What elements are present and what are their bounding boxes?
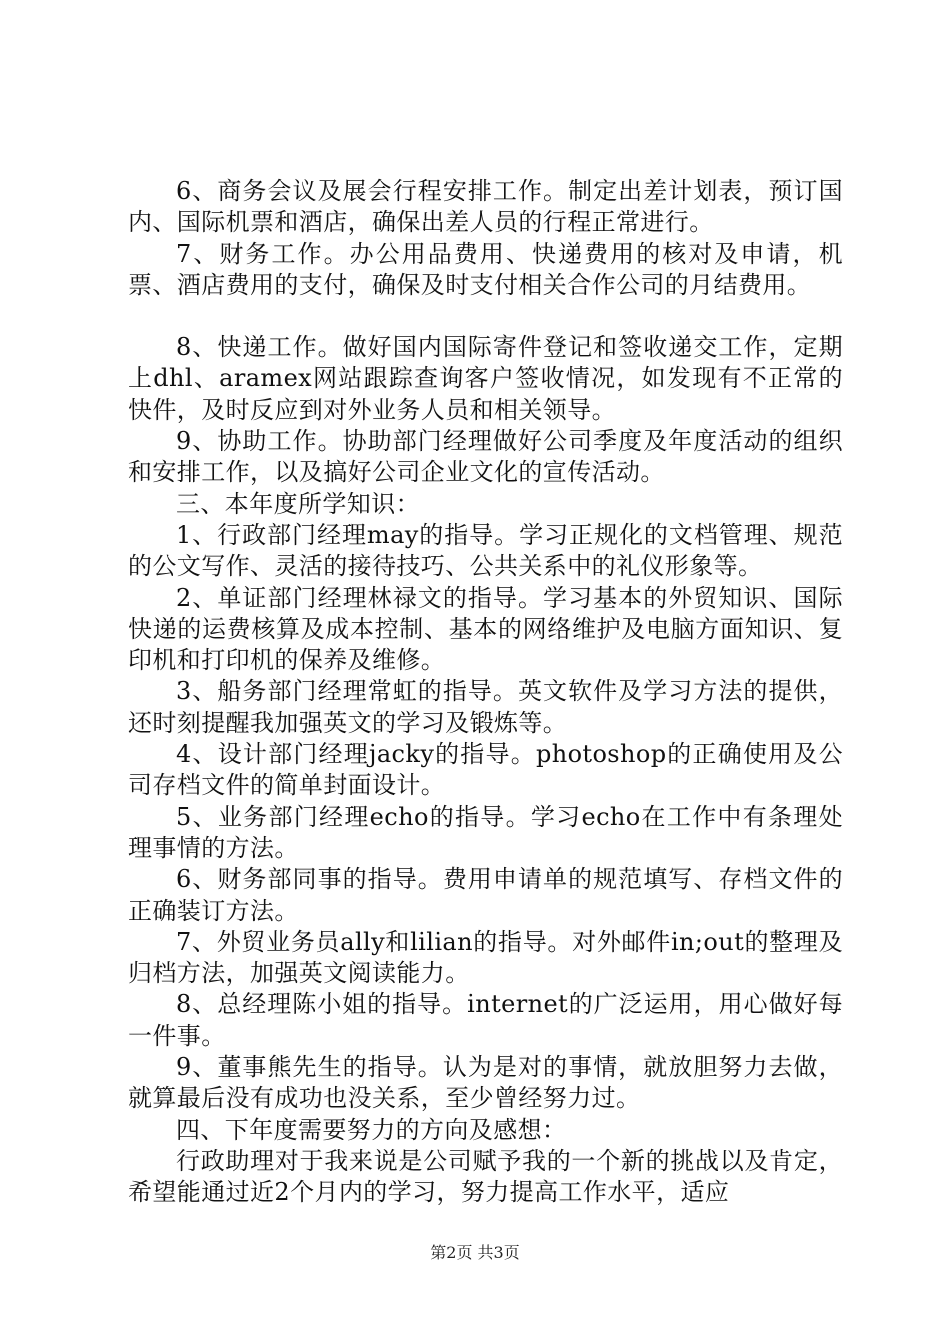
page-footer: 第2页 共3页 [430, 1243, 520, 1262]
paragraph-learning-6: 6、财务部同事的指导。费用申请单的规范填写、存档文件的正确装订方法。 [128, 865, 843, 925]
section-heading-3: 三、本年度所学知识： [176, 489, 420, 518]
paragraph-outlook: 行政助理对于我来说是公司赋予我的一个新的挑战以及肯定，希望能通过近2个月内的学习，努力提高工作水平，适应 [128, 1146, 843, 1207]
paragraph-item-7-finance: 7、财务工作。办公用品费用、快递费用的核对及申请，机票、酒店费用的支付，确保及时支付相关合作公司的月结费用。 [128, 239, 843, 299]
section-heading-4: 四、下年度需要努力的方向及感想： [176, 1115, 567, 1144]
paragraph-item-6-travel: 6、商务会议及展会行程安排工作。制定出差计划表，预订国内、国际机票和酒店，确保出差人员的行程正常进行。 [128, 177, 843, 237]
paragraph-learning-2: 2、单证部门经理林禄文的指导。学习基本的外贸知识、国际快递的运费核算及成本控制、基本的网络维护及电脑方面知识、复印机和打印机的保养及维修。 [128, 583, 843, 675]
paragraph-learning-5: 5、业务部门经理echo的指导。学习echo在工作中有条理处理事情的方法。 [128, 802, 843, 862]
paragraph-learning-8: 8、总经理陈小姐的指导。internet的广泛运用，用心做好每一件事。 [128, 990, 843, 1050]
paragraph-learning-4: 4、设计部门经理jacky的指导。photoshop的正确使用及公司存档文件的简单封面设计。 [128, 740, 843, 800]
paragraph-learning-1: 1、行政部门经理may的指导。学习正规化的文档管理、规范的公文写作、灵活的接待技巧、公共关系中的礼仪形象等。 [128, 520, 843, 581]
paragraph-learning-9: 9、董事熊先生的指导。认为是对的事情，就放胆努力去做，就算最后没有成功也没关系，至少曾经努力过。 [128, 1053, 843, 1113]
paragraph-learning-3: 3、船务部门经理常虹的指导。英文软件及学习方法的提供，还时刻提醒我加强英文的学习及锻炼等。 [128, 677, 843, 737]
paragraph-item-8-express: 8、快递工作。做好国内国际寄件登记和签收递交工作，定期上dhl、aramex网站跟踪查询客户签收情况，如发现有不正常的快件，及时反应到对外业务人员和相关领导。 [128, 333, 843, 424]
paragraph-item-9-assist: 9、协助工作。协助部门经理做好公司季度及年度活动的组织和安排工作，以及搞好公司企业文化的宣传活动。 [128, 427, 843, 487]
document-body [128, 176, 843, 1209]
paragraph-learning-7: 7、外贸业务员ally和lilian的指导。对外邮件in;out的整理及归档方法，加强英文阅读能力。 [128, 927, 843, 988]
